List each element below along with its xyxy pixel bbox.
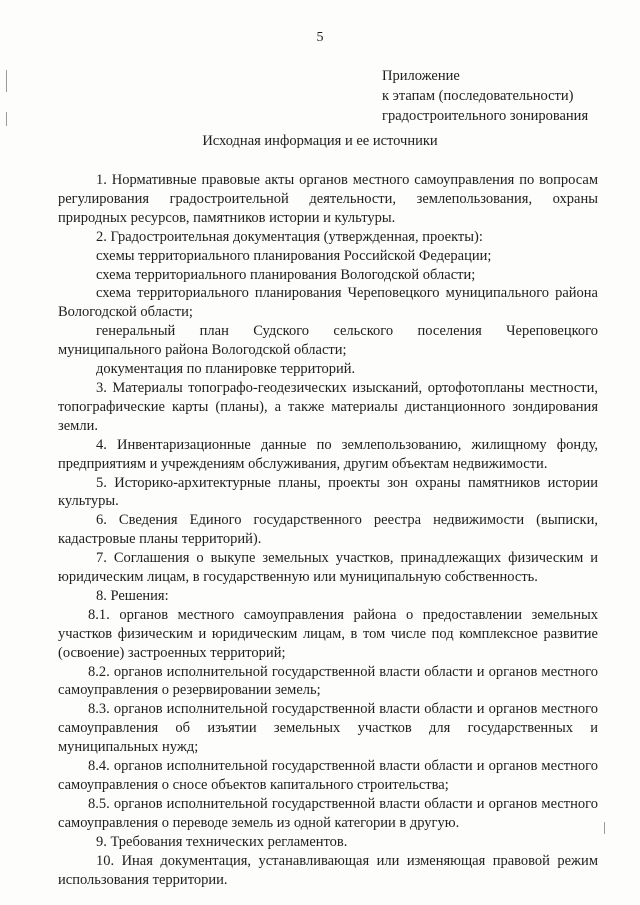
list-item: документация по планировке территорий. (96, 361, 356, 378)
list-item: схемы территориального планирования Российской Федерации; (96, 247, 492, 264)
list-item: 4. Инвентаризационные данные по землепользованию, жилищному фонду, предприятиям и учреждениям обслуживания, другим объектам недвижимости. (58, 436, 598, 472)
appendix-block (382, 66, 588, 126)
section-heading: Исходная информация и ее источники (202, 133, 438, 149)
appendix-line: градостроительного зонирования (382, 108, 589, 124)
list-subitem: 8.3. органов исполнительной государственной власти области и органов местного самоуправления об изъятии земельных участков для государственных и муниципальных нужд; (58, 701, 598, 756)
appendix-line: к этапам (последовательности) (382, 88, 574, 104)
list-item: 9. Требования технических регламентов. (96, 833, 348, 850)
list-item: 1. Нормативные правовые акты органов местного самоуправления по вопросам регулирования градостроительной деятельности, землепользования, охраны природных ресурсов, памятников истории и культуры. (58, 172, 598, 226)
list-item: генеральный план Судского сельского поселения Череповецкого муниципального района Вологодской области; (58, 323, 598, 359)
list-item: схема территориального планирования Вологодской области; (96, 266, 476, 283)
list-item: 8. Решения: (96, 587, 169, 604)
list-item: 3. Материалы топографо-геодезических изысканий, ортофотопланы местности, топографические карты (планы), а также материалы дистанционного зондирования земли. (58, 379, 598, 434)
list-item: 7. Соглашения о выкупе земельных участков, принадлежащих физическим и юридическим лицам, в государственную или муниципальную собственность. (58, 550, 598, 586)
page-number: 5 (316, 30, 324, 45)
list-subitem: 8.1. органов местного самоуправления района о предоставлении земельных участков физическим и юридическим лицам, в том числе под комплексное развитие (освоение) застроенных территорий; (58, 606, 598, 661)
scan-edge-mark (6, 70, 7, 92)
list-item: 2. Градостроительная документация (утвержденная, проекты): (96, 228, 483, 245)
scan-edge-mark (6, 112, 7, 126)
list-subitem: 8.2. органов исполнительной государственной власти области и органов местного самоуправления о резервировании земель; (58, 663, 598, 699)
scan-edge-mark (604, 822, 605, 834)
document-body (58, 171, 598, 889)
list-item: 6. Сведения Единого государственного реестра недвижимости (выписки, кадастровые планы территорий). (58, 512, 598, 548)
appendix-title: Приложение (382, 68, 460, 84)
list-item: схема территориального планирования Череповецкого муниципального района Вологодской области; (58, 285, 598, 321)
list-subitem: 8.5. органов исполнительной государственной власти области и органов местного самоуправления о переводе земель из одной категории в другую. (58, 795, 598, 831)
list-subitem: 8.4. органов исполнительной государственной власти области и органов местного самоуправления о сносе объектов капитального строительства; (58, 758, 598, 793)
list-item: 5. Историко-архитектурные планы, проекты зон охраны памятников истории культуры. (58, 474, 598, 510)
list-item: 10. Иная документация, устанавливающая или изменяющая правовой режим использования территории. (58, 852, 598, 888)
